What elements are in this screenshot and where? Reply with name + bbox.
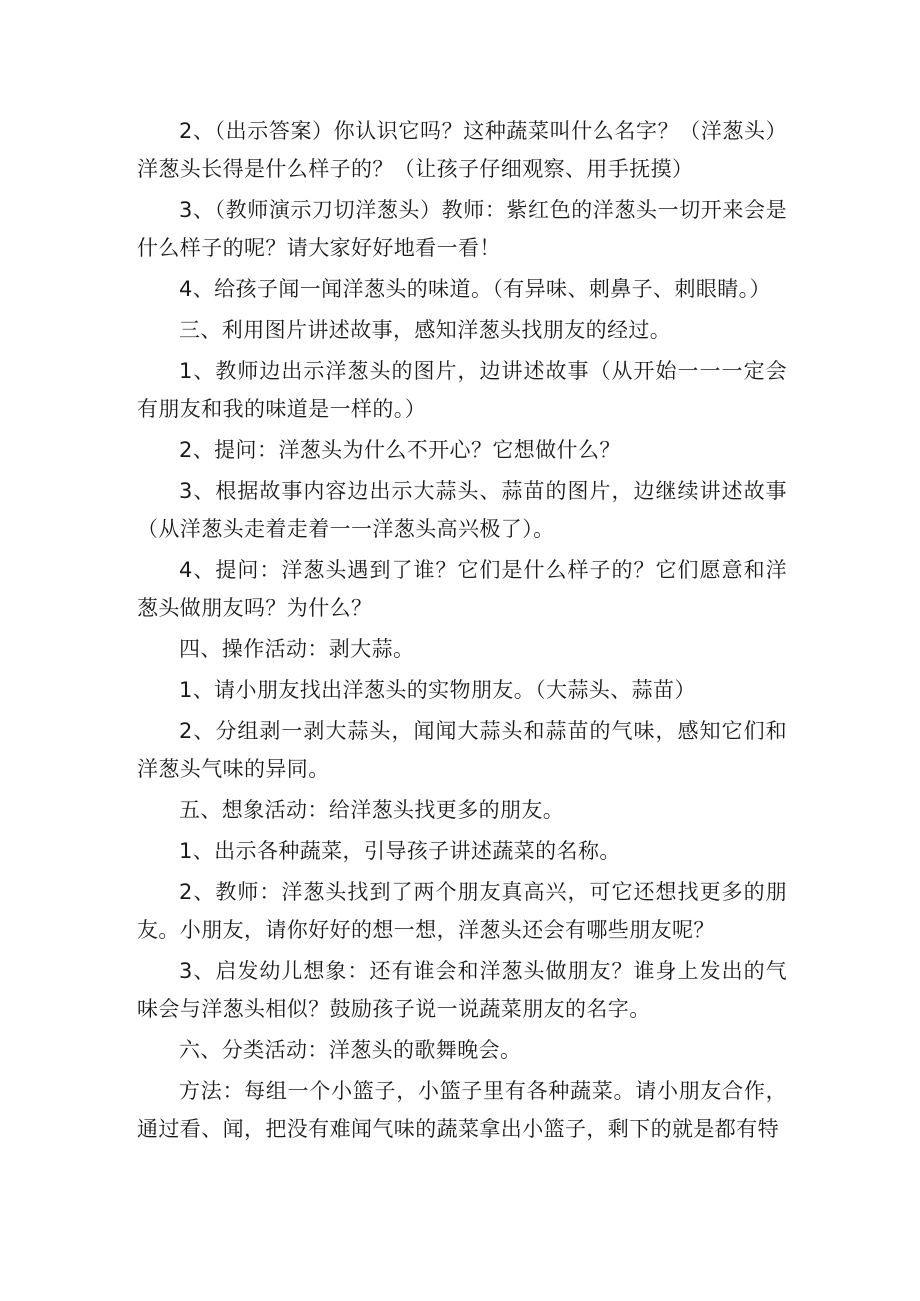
- document-body: [137, 112, 787, 1151]
- paragraph: 2、分组剥一剥大蒜头，闻闻大蒜头和蒜苗的气味，感知它们和洋葱头气味的异同。: [137, 719, 787, 781]
- paragraph: 4、提问：洋葱头遇到了谁？它们是什么样子的？它们愿意和洋葱头做朋友吗？为什么？: [137, 558, 787, 620]
- section-heading: 四、操作活动：剥大蒜。: [179, 637, 415, 661]
- paragraph: 方法：每组一个小篮子，小篮子里有各种蔬菜。请小朋友合作，通过看、闻，把没有难闻气味的蔬菜拿出小篮子，剩下的就是都有特: [137, 1079, 787, 1141]
- paragraph: 3、启发幼儿想象：还有谁会和洋葱头做朋友？谁身上发出的气味会与洋葱头相似？鼓励孩子说一说蔬菜朋友的名字。: [137, 959, 787, 1021]
- paragraph: 1、教师边出示洋葱头的图片，边讲述故事（从开始一一一定会有朋友和我的味道是一样的。）: [137, 359, 787, 421]
- paragraph: 1、出示各种蔬菜，引导孩子讲述蔬菜的名称。: [179, 839, 621, 863]
- section-heading: 六、分类活动：洋葱头的歌舞晚会。: [179, 1038, 522, 1062]
- paragraph: 1、请小朋友找出洋葱头的实物朋友。（大蒜头、蒜苗）: [179, 678, 696, 702]
- paragraph: 2、提问：洋葱头为什么不开心？它想做什么？: [179, 438, 621, 462]
- paragraph: 2、教师：洋葱头找到了两个朋友真高兴，可它还想找更多的朋友。小朋友，请你好好的想一想，洋葱头还会有哪些朋友呢？: [137, 880, 787, 942]
- section-heading: 五、想象活动：给洋葱头找更多的朋友。: [179, 798, 565, 822]
- paragraph: 3、（教师演示刀切洋葱头）教师：紫红色的洋葱头一切开来会是什么样子的呢？请大家好好地看一看！: [137, 198, 787, 260]
- section-heading: 三、利用图片讲述故事，感知洋葱头找朋友的经过。: [179, 318, 672, 342]
- paragraph: 3、根据故事内容边出示大蒜头、蒜苗的图片，边继续讲述故事（从洋葱头走着走着一一洋葱头高兴极了）。: [137, 479, 787, 541]
- paragraph: 4、给孩子闻一闻洋葱头的味道。（有异味、刺鼻子、刺眼睛。）: [179, 277, 771, 301]
- paragraph: 2、（出示答案）你认识它吗？这种蔬菜叫什么名字？（洋葱头）洋葱头长得是什么样子的？（让孩子仔细观察、用手抚摸）: [137, 119, 787, 181]
